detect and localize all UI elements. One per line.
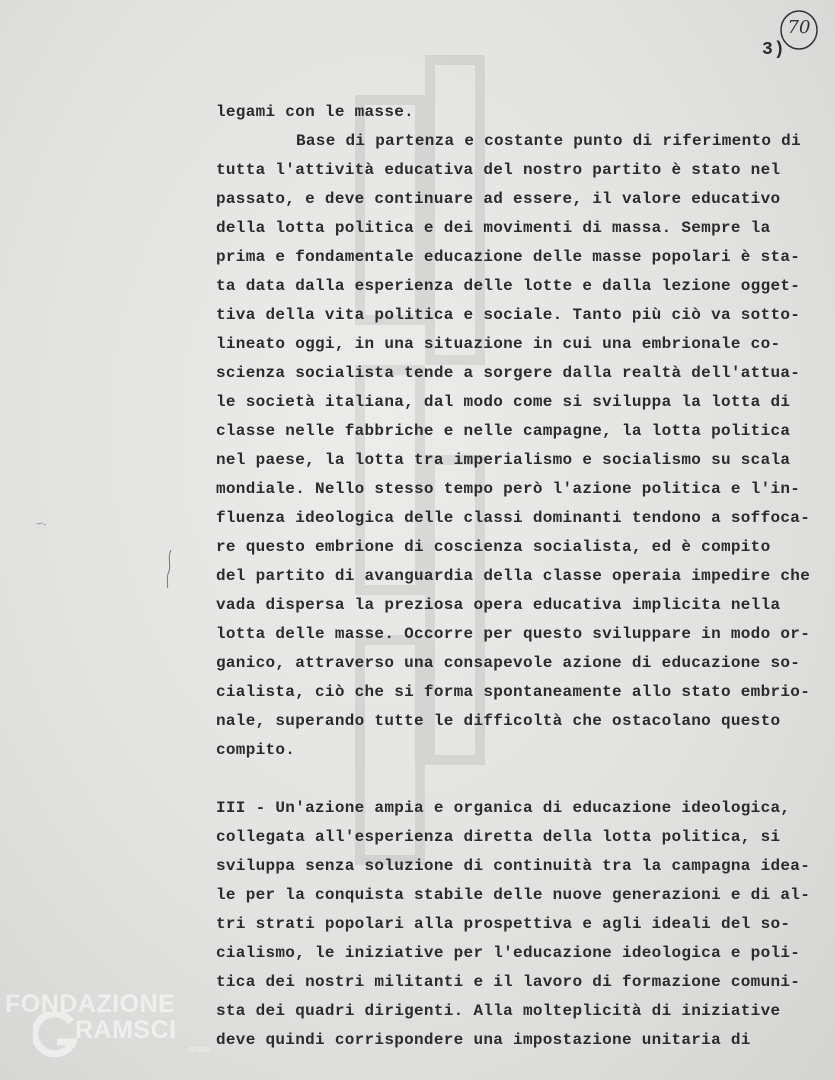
text-line: re questo embrione di coscienza socialista, ed è compito [216, 538, 771, 556]
text-line: lotta delle masse. Occorre per questo sviluppare in modo or- [216, 625, 811, 643]
fondazione-gramsci-logo [5, 990, 215, 1075]
text-line: fluenza ideologica delle classi dominanti tendono a soffoca- [216, 509, 811, 527]
text-line: tica dei nostri militanti e il lavoro di formazione comuni- [216, 973, 801, 991]
text-line: scienza socialista tende a sorgere dalla realtà dell'attua- [216, 364, 801, 382]
text-line: deve quindi corrispondere una impostazione unitaria di [216, 1031, 751, 1049]
text-line: le per la conquista stabile delle nuove generazioni e di al- [216, 886, 811, 904]
text-line: nale, superando tutte le difficoltà che ostacolano questo [216, 712, 781, 730]
text-line: del partito di avanguardia della classe operaia impedire che [216, 567, 811, 585]
typed-text-body [216, 98, 816, 1055]
logo-g-icon [33, 1012, 77, 1062]
text-line: sta dei quadri dirigenti. Alla molteplicità di iniziative [216, 1002, 781, 1020]
text-line: ganico, attraverso una consapevole azione di educazione so- [216, 654, 801, 672]
text-line: classe nelle fabbriche e nelle campagne, la lotta politica [216, 422, 791, 440]
text-line: passato, e deve continuare ad essere, il valore educativo [216, 190, 781, 208]
text-line: cialista, ciò che si forma spontaneamente allo stato embrio- [216, 683, 811, 701]
text-line: nel paese, la lotta tra imperialismo e socialismo su scala [216, 451, 791, 469]
archive-number: 70 [787, 17, 811, 38]
page-marker: 3) [762, 40, 786, 60]
text-line: ta data dalla esperienza delle lotte e dalla lezione ogget- [216, 277, 801, 295]
text-line: tiva della vita politica e sociale. Tanto più ciò va sotto- [216, 306, 801, 324]
text-line: prima e fondamentale educazione delle masse popolari è sta- [216, 248, 801, 266]
text-line: vada dispersa la preziosa opera educativa implicita nella [216, 596, 781, 614]
text-line: tri strati popolari alla prospettiva e agli ideali del so- [216, 915, 791, 933]
text-line: mondiale. Nello stesso tempo però l'azione politica e l'in- [216, 480, 801, 498]
paragraph-gap [216, 765, 816, 794]
text-line: della lotta politica e dei movimenti di massa. Sempre la [216, 219, 771, 237]
logo-line-2: RAMSCI [75, 1016, 177, 1044]
pencil-margin-mark-icon [163, 548, 175, 590]
text-line: lineato oggi, in una situazione in cui una embrionale co- [216, 335, 781, 353]
logo-suffix: onlus [189, 1044, 211, 1054]
paper-speck-icon [37, 522, 47, 526]
text-line: cialismo, le iniziative per l'educazione ideologica e poli- [216, 944, 801, 962]
text-line: le società italiana, dal modo come si sviluppa la lotta di [216, 393, 791, 411]
text-line: Base di partenza e costante punto di riferimento di [296, 132, 801, 150]
text-line: legami con le masse. [216, 103, 415, 121]
section-heading-line: III - Un'azione ampia e organica di educazione ideologica, [216, 799, 791, 817]
logo-line-1: FONDAZIONE [5, 990, 176, 1018]
archive-number-stamp [778, 8, 820, 52]
text-line: collegata all'esperienza diretta della lotta politica, si [216, 828, 781, 846]
text-line: compito. [216, 741, 296, 759]
text-line: tutta l'attività educativa del nostro partito è stato nel [216, 161, 781, 179]
text-line: sviluppa senza soluzione di continuità tra la campagna idea- [216, 857, 811, 875]
